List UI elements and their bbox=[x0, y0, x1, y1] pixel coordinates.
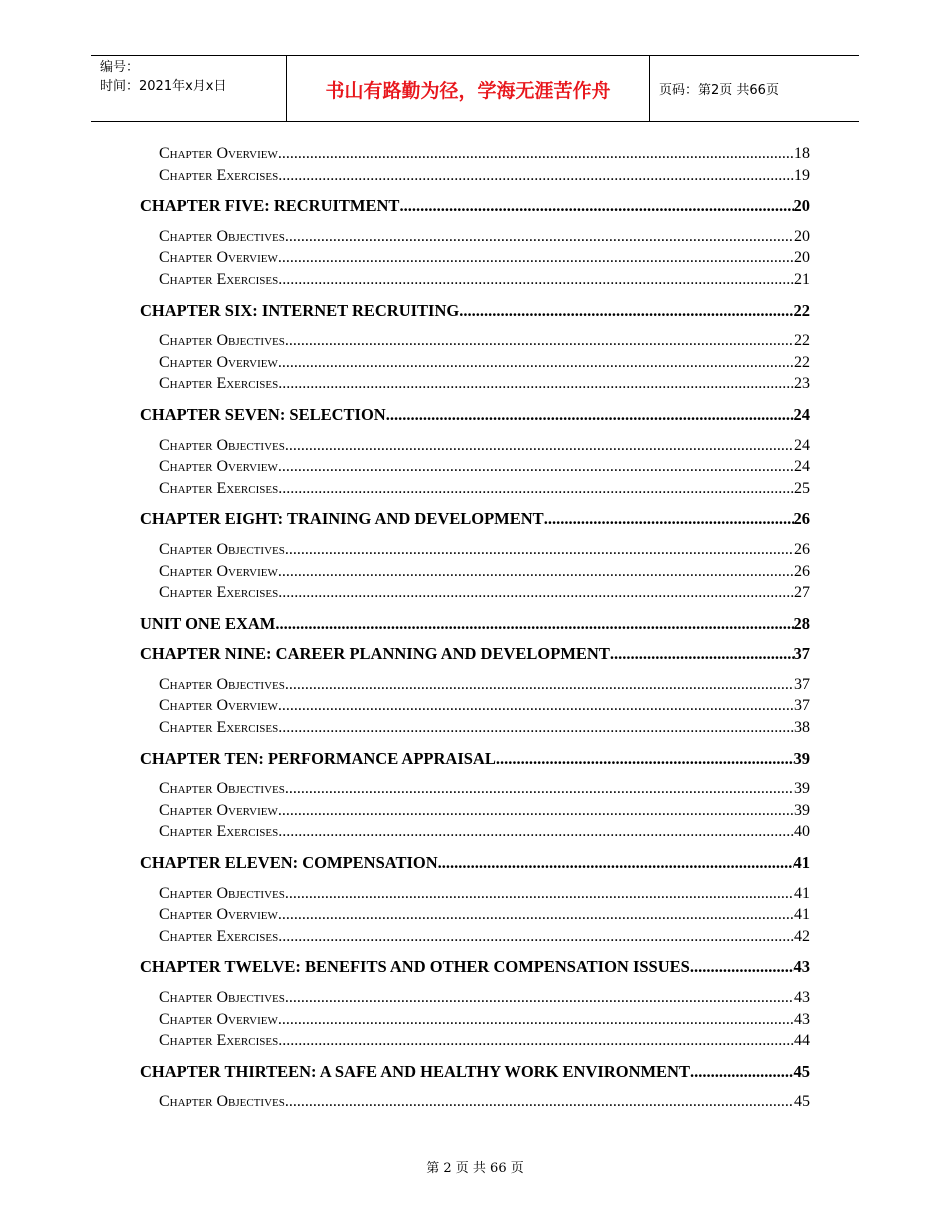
toc-page-number: 26 bbox=[793, 509, 810, 529]
toc-page-number: 39 bbox=[794, 801, 810, 819]
toc-page-number: 43 bbox=[793, 957, 810, 977]
toc-page-number: 41 bbox=[794, 884, 810, 902]
toc-entry-title: Chapter Overview bbox=[159, 145, 278, 162]
toc-dot-leader bbox=[278, 717, 794, 739]
toc-dot-leader bbox=[285, 987, 794, 1009]
toc-entry-title: Chapter Overview bbox=[159, 906, 278, 924]
toc-entry-title: Chapter Overview bbox=[159, 562, 278, 580]
toc-page-number: 26 bbox=[794, 540, 810, 558]
toc-page-number: 39 bbox=[794, 780, 810, 798]
toc-subentry[interactable] bbox=[140, 717, 810, 739]
toc-dot-leader bbox=[690, 1061, 794, 1083]
toc-subentry[interactable] bbox=[140, 561, 810, 583]
toc-dot-leader bbox=[459, 300, 793, 322]
toc-dot-leader bbox=[278, 582, 794, 604]
toc-dot-leader bbox=[285, 883, 794, 905]
toc-entry-title: Chapter Objectives bbox=[159, 780, 285, 798]
toc-page-number: 20 bbox=[794, 249, 810, 267]
toc-dot-leader bbox=[496, 748, 794, 770]
toc-entry-title: Chapter Overview bbox=[159, 353, 278, 371]
toc-subentry[interactable] bbox=[140, 883, 810, 905]
toc-chapter-entry[interactable] bbox=[140, 195, 810, 217]
toc-page-number: 22 bbox=[793, 300, 810, 320]
toc-dot-leader bbox=[278, 926, 794, 948]
toc-dot-leader bbox=[278, 269, 794, 291]
toc-subentry[interactable] bbox=[140, 1091, 810, 1113]
toc-subentry[interactable] bbox=[140, 926, 810, 948]
toc-dot-leader bbox=[278, 821, 794, 843]
toc-subentry[interactable] bbox=[140, 330, 810, 352]
toc-dot-leader bbox=[285, 778, 794, 800]
toc-dot-leader bbox=[278, 143, 794, 165]
toc-page-number: 38 bbox=[794, 719, 810, 737]
toc-entry-title: Chapter Exercises bbox=[159, 270, 279, 288]
toc-entry-title: Chapter Objectives bbox=[159, 884, 285, 902]
toc-page-number: 37 bbox=[794, 675, 810, 693]
toc-page-number: 43 bbox=[794, 1010, 810, 1028]
toc-dot-leader bbox=[278, 904, 794, 926]
toc-subentry[interactable] bbox=[140, 269, 810, 291]
toc-dot-leader bbox=[275, 613, 793, 635]
toc-subentry[interactable] bbox=[140, 800, 810, 822]
toc-entry-title: Chapter Objectives bbox=[159, 675, 285, 693]
toc-entry-title: CHAPTER ELEVEN: COMPENSATION bbox=[140, 853, 438, 873]
toc-entry-title: Chapter Objectives bbox=[159, 227, 285, 245]
toc-dot-leader bbox=[278, 165, 794, 187]
toc-dot-leader bbox=[278, 800, 794, 822]
toc-entry-title: Chapter Objectives bbox=[159, 436, 285, 454]
toc-subentry[interactable] bbox=[140, 778, 810, 800]
toc-dot-leader bbox=[438, 852, 794, 874]
toc-dot-leader bbox=[278, 352, 794, 374]
toc-entry-title: CHAPTER EIGHT: TRAINING AND DEVELOPMENT bbox=[140, 509, 544, 529]
toc-dot-leader bbox=[278, 561, 794, 583]
toc-dot-leader bbox=[285, 435, 794, 457]
toc-chapter-entry[interactable] bbox=[140, 956, 810, 978]
toc-entry-title: CHAPTER NINE: CAREER PLANNING AND DEVELOPMENT bbox=[140, 644, 610, 664]
toc-subentry[interactable] bbox=[140, 821, 810, 843]
toc-entry-title: Chapter Exercises bbox=[159, 584, 279, 602]
toc-entry-title: Chapter Objectives bbox=[159, 540, 285, 558]
toc-subentry[interactable] bbox=[140, 1030, 810, 1052]
toc-entry-title: Chapter Exercises bbox=[159, 1032, 279, 1050]
toc-subentry[interactable] bbox=[140, 582, 810, 604]
toc-subentry[interactable] bbox=[140, 695, 810, 717]
toc-entry-title: CHAPTER FIVE: RECRUITMENT bbox=[140, 196, 400, 216]
toc-dot-leader bbox=[285, 539, 794, 561]
toc-entry-title: Chapter Exercises bbox=[159, 375, 279, 393]
toc-page-number: 41 bbox=[794, 906, 810, 924]
toc-page-number: 39 bbox=[793, 748, 810, 768]
toc-dot-leader bbox=[278, 373, 794, 395]
toc-dot-leader bbox=[285, 226, 794, 248]
toc-subentry[interactable] bbox=[140, 143, 810, 165]
toc-chapter-entry[interactable] bbox=[140, 508, 810, 530]
toc-dot-leader bbox=[278, 695, 794, 717]
toc-page-number: 22 bbox=[794, 332, 810, 350]
page-footer: 第 2 页 共 66 页 bbox=[426, 1161, 524, 1176]
toc-chapter-entry[interactable] bbox=[140, 748, 810, 770]
toc-page-number: 24 bbox=[793, 404, 810, 424]
toc-chapter-entry[interactable] bbox=[140, 852, 810, 874]
toc-page-number: 19 bbox=[794, 166, 810, 184]
toc-chapter-entry[interactable] bbox=[140, 404, 810, 426]
toc-dot-leader bbox=[285, 674, 794, 696]
toc-dot-leader bbox=[278, 247, 794, 269]
toc-dot-leader bbox=[285, 330, 794, 352]
toc-page-number: 21 bbox=[794, 270, 810, 288]
toc-page-number: 26 bbox=[794, 562, 810, 580]
toc-dot-leader bbox=[278, 456, 794, 478]
toc-page-number: 27 bbox=[794, 584, 810, 602]
toc-entry-title: CHAPTER SEVEN: SELECTION bbox=[140, 404, 386, 424]
toc-subentry[interactable] bbox=[140, 674, 810, 696]
toc-chapter-entry[interactable] bbox=[140, 1061, 810, 1083]
toc-subentry[interactable] bbox=[140, 904, 810, 926]
toc-chapter-entry[interactable] bbox=[140, 643, 810, 665]
toc-subentry[interactable] bbox=[140, 456, 810, 478]
toc-entry-title: Chapter Objectives bbox=[159, 1093, 285, 1111]
toc-dot-leader bbox=[285, 1091, 794, 1113]
toc-subentry[interactable] bbox=[140, 247, 810, 269]
toc-page-number: 45 bbox=[793, 1061, 810, 1081]
toc-page-number: 24 bbox=[794, 458, 810, 476]
toc-page-number: 43 bbox=[794, 989, 810, 1006]
toc-subentry[interactable] bbox=[140, 1009, 810, 1031]
toc-entry-title: Chapter Overview bbox=[159, 1010, 278, 1028]
toc-subentry[interactable] bbox=[140, 165, 810, 187]
toc-entry-title: Chapter Overview bbox=[159, 697, 278, 715]
toc-subentry[interactable] bbox=[140, 478, 810, 500]
toc-dot-leader bbox=[278, 1030, 794, 1052]
toc-entry-title: Chapter Exercises bbox=[159, 166, 279, 184]
toc-chapter-entry[interactable] bbox=[140, 300, 810, 322]
time-label: 时间：2021年x月x日 bbox=[100, 79, 227, 94]
toc-page-number: 23 bbox=[794, 375, 810, 393]
toc-dot-leader bbox=[386, 404, 794, 426]
toc-page-number: 24 bbox=[794, 436, 810, 454]
toc-dot-leader bbox=[278, 1009, 794, 1031]
header-meta bbox=[91, 56, 287, 121]
toc-entry-title: Chapter Overview bbox=[159, 801, 278, 819]
toc-page-number: 25 bbox=[794, 479, 810, 497]
toc-page-number: 44 bbox=[794, 1032, 810, 1050]
toc-entry-title: UNIT ONE EXAM bbox=[140, 613, 276, 633]
toc-entry-title: Chapter Exercises bbox=[159, 719, 279, 737]
toc-dot-leader bbox=[610, 643, 794, 665]
toc-page-number: 41 bbox=[793, 853, 810, 873]
toc-page-number: 28 bbox=[793, 613, 810, 633]
toc-dot-leader bbox=[544, 508, 794, 530]
toc-subentry[interactable] bbox=[140, 352, 810, 374]
toc-subentry[interactable] bbox=[140, 373, 810, 395]
toc-dot-leader bbox=[399, 195, 793, 217]
code-label: 编号： bbox=[100, 60, 140, 75]
toc-subentry[interactable] bbox=[140, 226, 810, 248]
toc-page-number: 45 bbox=[794, 1093, 810, 1111]
toc-entry-title: CHAPTER TWELVE: BENEFITS AND OTHER COMPENSATION ISSUES bbox=[140, 957, 690, 977]
page-header bbox=[91, 55, 859, 122]
toc-entry-title: CHAPTER SIX: INTERNET RECRUITING bbox=[140, 300, 460, 320]
header-page-info: 页码：第2页 共66页 bbox=[659, 83, 779, 98]
toc-entry-title: Chapter Exercises bbox=[159, 479, 279, 497]
toc-page-number: 22 bbox=[794, 353, 810, 371]
toc-page-number: 37 bbox=[793, 644, 810, 664]
toc-entry-title: Chapter Overview bbox=[159, 249, 278, 267]
toc-entry-title: CHAPTER THIRTEEN: A SAFE AND HEALTHY WORK ENVIRONMENT bbox=[140, 1061, 690, 1081]
toc-subentry[interactable] bbox=[140, 539, 810, 561]
toc-page-number: 37 bbox=[794, 697, 810, 715]
toc-subentry[interactable] bbox=[140, 435, 810, 457]
toc-entry-title: Chapter Objectives bbox=[159, 332, 285, 350]
toc-dot-leader bbox=[690, 956, 794, 978]
toc-page-number: 20 bbox=[793, 196, 810, 216]
toc-page-number: 40 bbox=[794, 823, 810, 841]
toc-chapter-entry[interactable] bbox=[140, 613, 810, 635]
toc-page-number: 18 bbox=[794, 145, 810, 162]
toc-subentry[interactable] bbox=[140, 987, 810, 1009]
toc-page-number: 42 bbox=[794, 927, 810, 945]
toc-entry-title: Chapter Exercises bbox=[159, 823, 279, 841]
toc-entry-title: Chapter Objectives bbox=[159, 989, 285, 1006]
table-of-contents bbox=[140, 143, 810, 1113]
toc-dot-leader bbox=[278, 478, 794, 500]
toc-entry-title: CHAPTER TEN: PERFORMANCE APPRAISAL bbox=[140, 748, 496, 768]
toc-entry-title: Chapter Exercises bbox=[159, 927, 279, 945]
toc-page-number: 20 bbox=[794, 227, 810, 245]
toc-entry-title: Chapter Overview bbox=[159, 458, 278, 476]
header-motto: 书山有路勤为径，学海无涯苦作舟 bbox=[287, 56, 650, 121]
